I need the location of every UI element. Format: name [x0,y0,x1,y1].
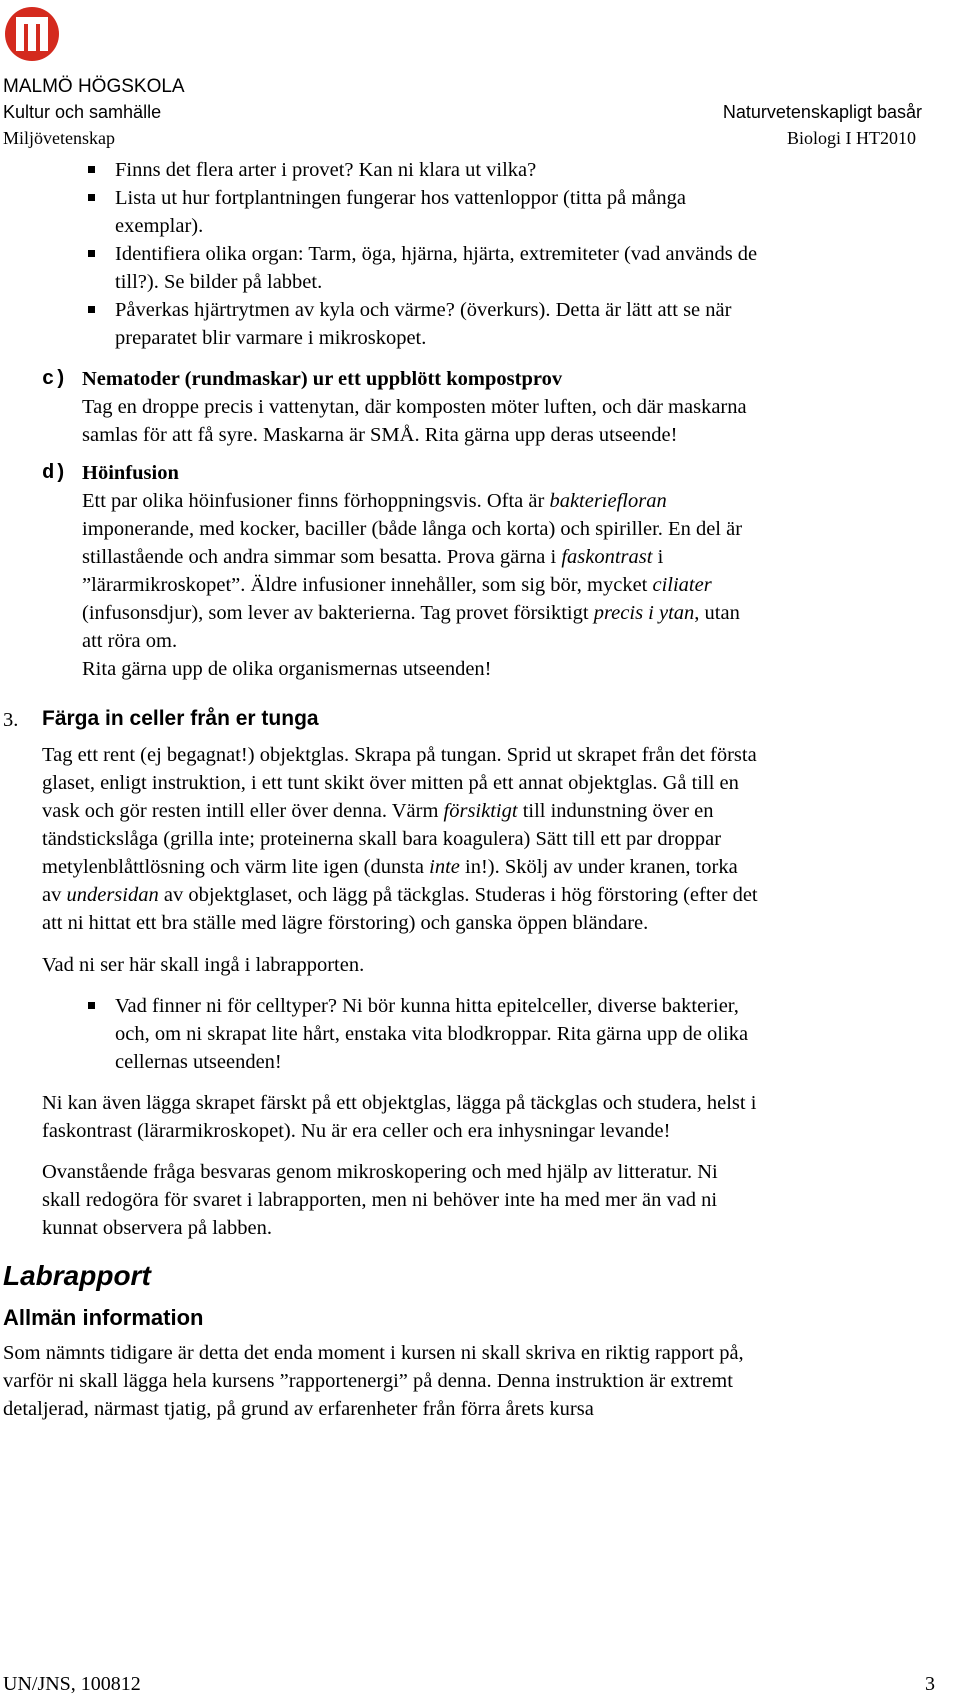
paragraph-line: vask och gör resten intill eller över denna. Värm försiktigt till indunstning över en [42,800,714,822]
paragraph-line: (infusonsdjur), som lever av bakterierna. Tag provet försiktigt precis i ytan, utan [82,602,740,624]
subject-name: Miljövetenskap [3,128,115,148]
term-name: Biologi I HT2010 [787,128,916,148]
paragraph-line: av undersidan av objektglaset, och lägg på täckglas. Studeras i hög förstoring (efter det [42,884,758,906]
bullet-marker [88,306,95,313]
list-item: Identifiera olika organ: Tarm, öga, hjärna, hjärta, extremiteter (vad används de [115,243,758,265]
paragraph-line: metylenblåttlösning och värm lite igen (dunsta inte in!). Skölj av under kranen, torka [42,856,738,878]
paragraph-line: Tag en droppe precis i vattenytan, där komposten möter luften, och där maskarna [82,396,747,418]
paragraph-line: Ett par olika höinfusioner finns förhoppningsvis. Ofta är bakteriefloran [82,490,667,512]
list-item: Påverkas hjärtrytmen av kyla och värme? (överkurs). Detta är lätt att se när [115,299,732,321]
list-item: Vad finner ni för celltyper? Ni bör kunna hitta epitelceller, diverse bakterier, [115,995,739,1017]
list-item-cont: och, om ni skrapat lite hårt, enstaka vita blodkroppar. Rita gärna upp de olika [115,1023,749,1045]
list-item: Finns det flera arter i provet? Kan ni klara ut vilka? [115,159,537,181]
paragraph-line: kunnat observera på labben. [42,1217,272,1239]
paragraph-line: glaset, enligt instruktion, i ett tunt skikt över mitten på ett annat objektglas. Gå till en [42,772,739,794]
section-d-label: d) [42,462,67,485]
paragraph-line: tändstickslåga (grilla inte; proteinerna skall bara koagulera) Sätt till ett par droppar [42,828,722,850]
paragraph-line: stillastående och andra simmar som besatta. Prova gärna i faskontrast i [82,546,664,568]
paragraph-line: Ni kan även lägga skrapet färskt på ett objektglas, lägga på täckglas och studera, helst i [42,1092,757,1114]
paragraph-line: skall redogöra för svaret i labrapporten, men ni behöver inte ha med mer än vad ni [42,1189,718,1211]
bullet-marker [88,1002,95,1009]
paragraph-line: Ovanstående fråga besvaras genom mikroskopering och med hjälp av litteratur. Ni [42,1161,718,1183]
list-item-cont: exemplar). [115,215,204,237]
paragraph-line: samlas för att få syre. Maskarna är SMÅ. Rita gärna upp deras utseende! [82,424,678,446]
paragraph-line: Som nämnts tidigare är detta det enda moment i kursen ni skall skriva en riktig rapport på, [3,1342,744,1364]
page-number: 3 [925,1673,935,1695]
paragraph-line: Vad ni ser här skall ingå i labrapporten. [42,954,365,976]
list-item-cont: till?). Se bilder på labbet. [115,271,323,293]
footer-reference: UN/JNS, 100812 [3,1673,141,1695]
paragraph-line: Tag ett rent (ej begagnat!) objektglas. Skrapa på tungan. Sprid ut skrapet från det första [42,744,757,766]
section-3-title: Färga in celler från er tunga [42,707,319,730]
paragraph-line: varför ni skall lägga hela kursens ”rapportenergi” på denna. Denna instruktion är extremt [3,1370,733,1392]
list-item-cont: preparatet blir varmare i mikroskopet. [115,327,427,349]
allman-information-heading: Allmän information [3,1305,204,1330]
faculty-name: Kultur och samhälle [3,102,162,122]
bullet-marker [88,194,95,201]
list-item: Lista ut hur fortplantningen fungerar hos vattenloppor (titta på många [115,187,686,209]
paragraph-line: Rita gärna upp de olika organismernas utseenden! [82,658,492,680]
labrapport-heading: Labrapport [3,1260,151,1291]
list-item-cont: cellernas utseenden! [115,1051,282,1073]
malmo-hogskola-logo-icon [3,3,61,65]
paragraph-line: att ni hittat ett bra ställe med lägre förstoring) och ganska öppen bländare. [42,912,649,934]
course-name: Naturvetenskapligt basår [722,102,922,122]
paragraph-line: imponerande, med kocker, baciller (både långa och korta) och spiriller. En del är [82,518,743,540]
section-3-number: 3. [3,709,19,731]
bullet-marker [88,166,95,173]
school-name: MALMÖ HÖGSKOLA [3,76,185,97]
section-c-label: c) [42,368,67,391]
paragraph-line: faskontrast (lärarmikroskopet). Nu är era celler och era inhysningar levande! [42,1120,671,1142]
paragraph-line: att röra om. [82,630,178,652]
paragraph-line: ”lärarmikroskopet”. Äldre infusioner innehåller, som sig bör, mycket ciliater [82,574,712,596]
section-d-title: Höinfusion [82,462,179,484]
section-c-title: Nematoder (rundmaskar) ur ett uppblött kompostprov [82,368,563,390]
bullet-marker [88,250,95,257]
paragraph-line: detaljerad, närmast tjatig, på grund av erfarenheter från förra årets kursa [3,1398,594,1420]
